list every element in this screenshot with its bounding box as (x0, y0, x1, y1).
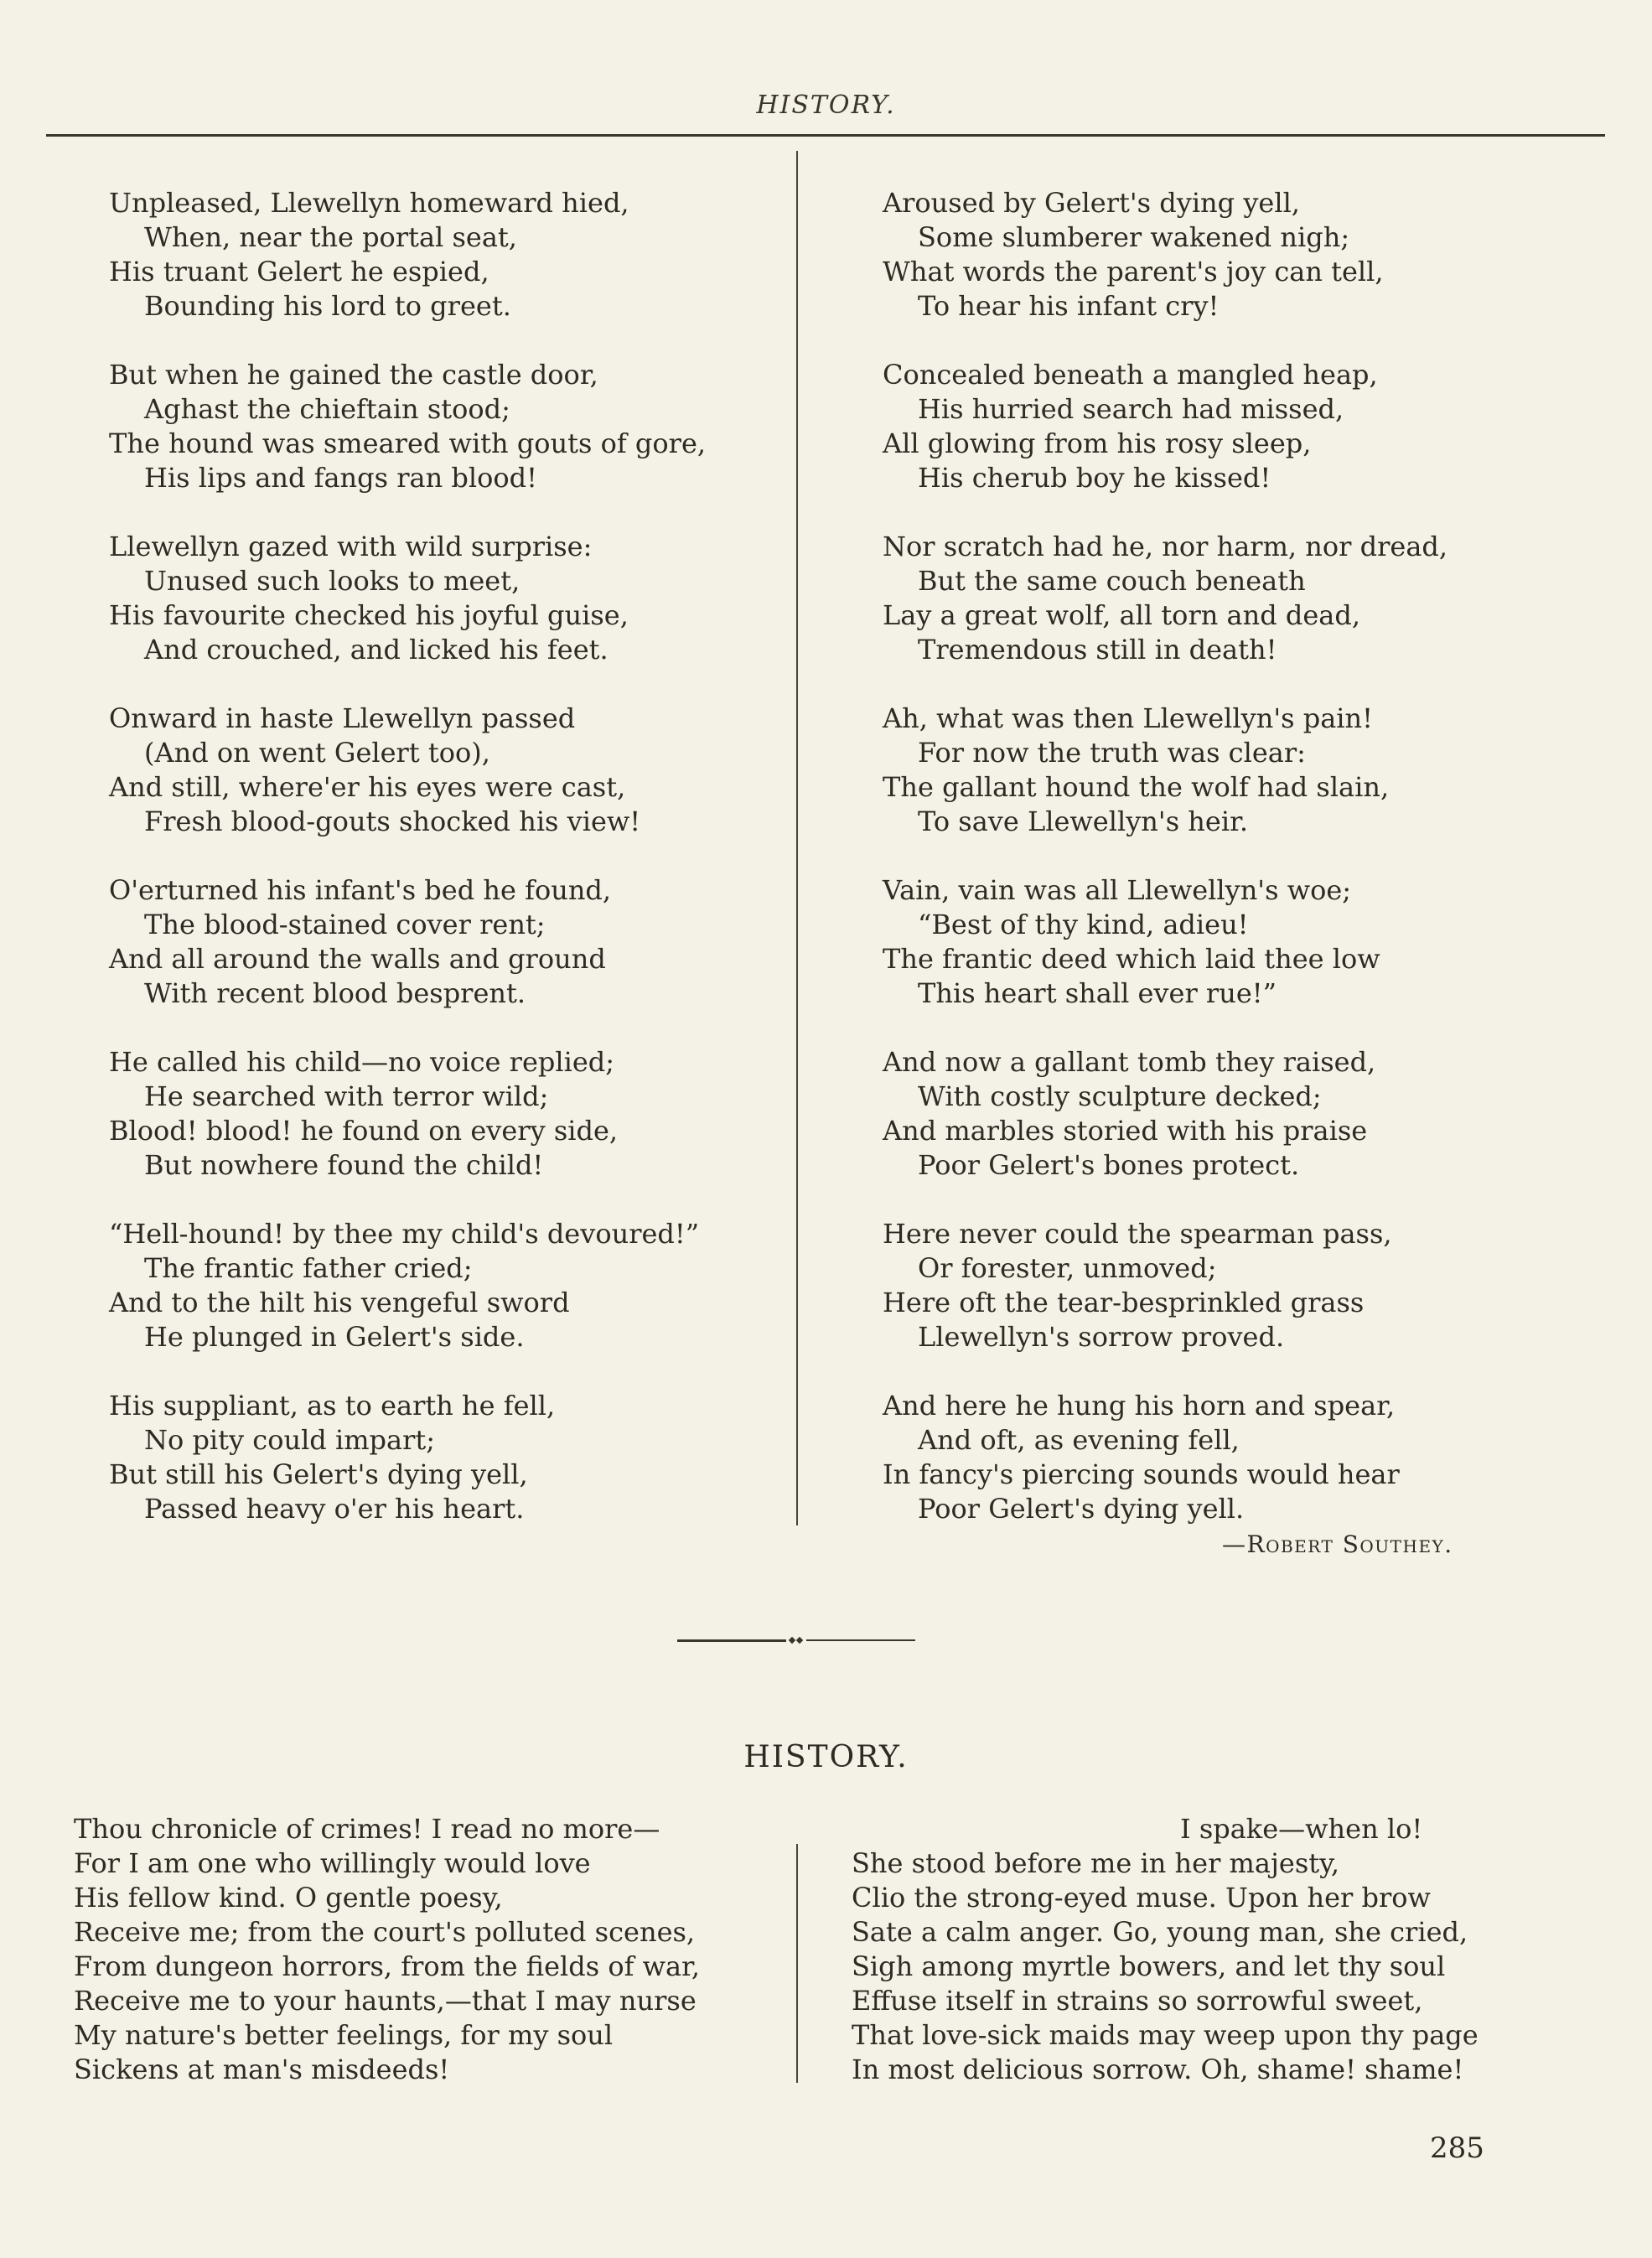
poem-line: And to the hilt his vengeful sword (109, 1287, 570, 1318)
poem-line: But nowhere found the child! (144, 1149, 544, 1181)
poem-line: (And on went Gelert too), (144, 737, 490, 769)
stanza-gap (883, 495, 1447, 530)
poem-line: My nature's better feelings, for my soul (74, 2019, 614, 2051)
poem1-right-column (883, 186, 1447, 1526)
poem-line: “Best of thy kind, adieu! (918, 909, 1249, 940)
stanza-gap (109, 1354, 706, 1389)
poem-line: His suppliant, as to earth he fell, (109, 1390, 556, 1422)
poem-line: Bounding his lord to greet. (144, 290, 511, 322)
poem-line: Onward in haste Llewellyn passed (109, 702, 576, 734)
poem-line: Here never could the spearman pass, (883, 1218, 1392, 1250)
stanza-gap (883, 324, 1447, 358)
poem-line: Unused such looks to meet, (144, 565, 520, 597)
poem-line: And oft, as evening fell, (918, 1424, 1240, 1456)
poem-line: Or forester, unmoved; (918, 1252, 1217, 1284)
poem-line: His truant Gelert he espied, (109, 256, 489, 287)
poem-line: Llewellyn's sorrow proved. (918, 1321, 1285, 1353)
poem-line: Clio the strong-eyed muse. Upon her brow (852, 1882, 1431, 1914)
page-number: 285 (1430, 2131, 1484, 2165)
stanza-gap (109, 1011, 706, 1045)
poem-line: Poor Gelert's dying yell. (918, 1493, 1245, 1525)
poem-line: He plunged in Gelert's side. (144, 1321, 525, 1353)
poem-line: For I am one who willingly would love (74, 1847, 591, 1879)
attribution: —Robert Southey. (1222, 1530, 1453, 1558)
poem-line: Sickens at man's misdeeds! (74, 2053, 450, 2085)
poem-line: “Hell-hound! by thee my child's devoured!” (109, 1218, 700, 1250)
ornament-dot (789, 1637, 795, 1644)
poem-line: Receive me to your haunts,—that I may nurse (74, 1985, 697, 2017)
poem-line: Some slumberer wakened nigh; (918, 221, 1350, 253)
header-rule (46, 134, 1605, 137)
poem-line: His favourite checked his joyful guise, (109, 599, 629, 631)
ornament-rule-right (806, 1639, 915, 1641)
poem-line: Aroused by Gelert's dying yell, (883, 187, 1300, 219)
poem-line: In fancy's piercing sounds would hear (883, 1458, 1400, 1490)
poem-line: Poor Gelert's bones protect. (918, 1149, 1300, 1181)
poem-line: Llewellyn gazed with wild surprise: (109, 531, 593, 562)
stanza-gap (109, 324, 706, 358)
poem-line: Unpleased, Llewellyn homeward hied, (109, 187, 629, 219)
ornament-dot (796, 1637, 803, 1644)
stanza-gap (883, 1011, 1447, 1045)
poem-line: Receive me; from the court's polluted scenes, (74, 1916, 696, 1948)
poem-line: I spake—when lo! (1180, 1813, 1423, 1845)
poem2-left-column (74, 1812, 700, 2087)
stanza-gap (883, 839, 1447, 873)
poem-line: In most delicious sorrow. Oh, shame! shame! (852, 2053, 1464, 2085)
poem-line: Vain, vain was all Llewellyn's woe; (883, 874, 1352, 906)
poem-line: With costly sculpture decked; (918, 1080, 1322, 1112)
poem2-right-column (852, 1812, 1479, 2087)
poem-line: Here oft the tear-besprinkled grass (883, 1287, 1365, 1318)
poem-line: This heart shall ever rue!” (918, 977, 1277, 1009)
stanza-gap (109, 495, 706, 530)
poem-line: And marbles storied with his praise (883, 1115, 1368, 1147)
poem-line: Sate a calm anger. Go, young man, she cried, (852, 1916, 1468, 1948)
poem-line: His lips and fangs ran blood! (144, 462, 537, 494)
poem-line: He searched with terror wild; (144, 1080, 549, 1112)
poem-line: That love-sick maids may weep upon thy page (852, 2019, 1479, 2051)
poem-line: Concealed beneath a mangled heap, (883, 359, 1378, 391)
poem-line: And all around the walls and ground (109, 943, 606, 975)
poem2-title: HISTORY. (743, 1740, 909, 1774)
poem-line: He called his child—no voice replied; (109, 1046, 615, 1078)
poem-line: The frantic father cried; (144, 1252, 473, 1284)
stanza-gap (109, 667, 706, 702)
stanza-gap (109, 839, 706, 873)
poem-line: Tremendous still in death! (918, 634, 1277, 665)
column-divider (796, 1844, 798, 2083)
poem-line: She stood before me in her majesty, (852, 1847, 1340, 1879)
poem-line: His fellow kind. O gentle poesy, (74, 1882, 503, 1914)
poem-line: Aghast the chieftain stood; (144, 393, 510, 425)
poem1-left-column (109, 186, 706, 1526)
poem-line: And crouched, and licked his feet. (144, 634, 608, 665)
poem-line: Sigh among myrtle bowers, and let thy soul (852, 1950, 1446, 1982)
poem-line: The blood-stained cover rent; (144, 909, 546, 940)
poem-line: His hurried search had missed, (918, 393, 1344, 425)
poem-line: Thou chronicle of crimes! I read no more— (74, 1813, 660, 1845)
poem-line: But when he gained the castle door, (109, 359, 598, 391)
poem-line: Fresh blood-gouts shocked his view! (144, 805, 641, 837)
poem-line: And still, where'er his eyes were cast, (109, 771, 626, 803)
section-ornament (0, 1636, 1652, 1644)
poem-line: All glowing from his rosy sleep, (883, 427, 1312, 459)
poem-line: Blood! blood! he found on every side, (109, 1115, 619, 1147)
stanza-gap (883, 667, 1447, 702)
poem-line: O'erturned his infant's bed he found, (109, 874, 612, 906)
poem-line: But the same couch beneath (918, 565, 1306, 597)
poem-line: From dungeon horrors, from the fields of war, (74, 1950, 701, 1982)
poem-line: To save Llewellyn's heir. (918, 805, 1249, 837)
running-head: HISTORY. (756, 91, 896, 120)
poem-line: With recent blood besprent. (144, 977, 526, 1009)
column-divider (796, 151, 798, 1525)
poem-line: Lay a great wolf, all torn and dead, (883, 599, 1361, 631)
poem-line: His cherub boy he kissed! (918, 462, 1271, 494)
poem-line: When, near the portal seat, (144, 221, 517, 253)
poem-line: The frantic deed which laid thee low (883, 943, 1380, 975)
poem-line: Passed heavy o'er his heart. (144, 1493, 525, 1525)
stanza-gap (883, 1183, 1447, 1217)
ornament-rule-left (677, 1639, 786, 1642)
poem-line: Ah, what was then Llewellyn's pain! (883, 702, 1373, 734)
poem-line: And now a gallant tomb they raised, (883, 1046, 1376, 1078)
stanza-gap (883, 1354, 1447, 1389)
poem-line: Effuse itself in strains so sorrowful sweet, (852, 1985, 1423, 2017)
poem-line: The hound was smeared with gouts of gore, (109, 427, 707, 459)
poem-line: But still his Gelert's dying yell, (109, 1458, 528, 1490)
poem-line: To hear his infant cry! (918, 290, 1220, 322)
poem-line: What words the parent's joy can tell, (883, 256, 1384, 287)
poem-line: For now the truth was clear: (918, 737, 1306, 769)
poem-line: The gallant hound the wolf had slain, (883, 771, 1390, 803)
poem-line: Nor scratch had he, nor harm, nor dread, (883, 531, 1448, 562)
poem-line: No pity could impart; (144, 1424, 436, 1456)
stanza-gap (109, 1183, 706, 1217)
poem-line: And here he hung his horn and spear, (883, 1390, 1396, 1422)
